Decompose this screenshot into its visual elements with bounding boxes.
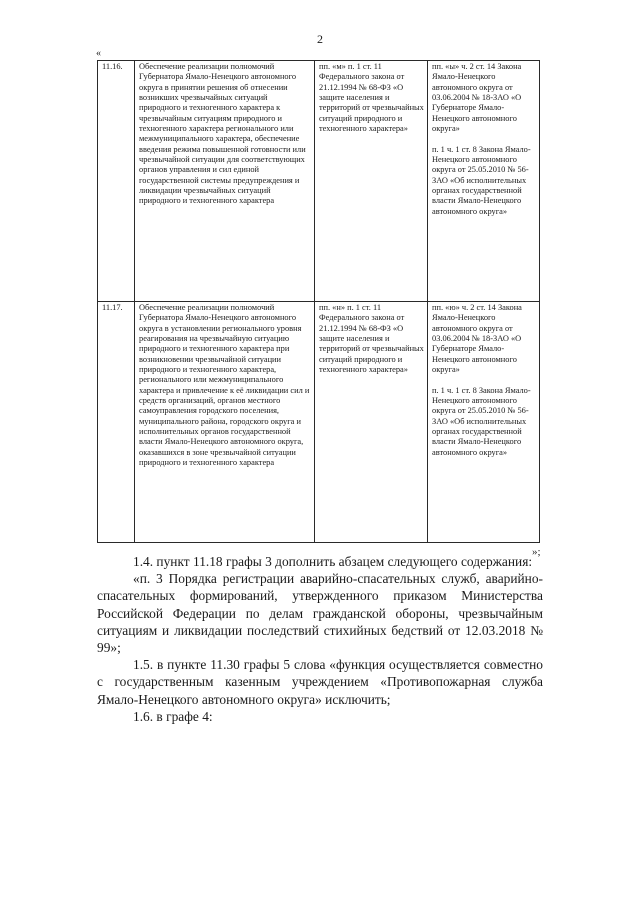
federal-basis-cell bbox=[315, 61, 428, 302]
table-row bbox=[98, 302, 540, 543]
closing-quote-mark: »; bbox=[532, 546, 541, 558]
paragraph-1-4: 1.4. пункт 11.18 графы 3 дополнить абзацем следующего содержания: bbox=[133, 554, 533, 569]
federal-basis-cell bbox=[315, 302, 428, 543]
row-number: 11.17. bbox=[102, 303, 123, 312]
paragraph-1-6: 1.6. в графе 4: bbox=[133, 708, 213, 724]
table-row bbox=[98, 61, 540, 302]
paragraph-1-4-quote: «п. 3 Порядка регистрации аварийно-спасательных служб, аварийно-спасательных формирований, утвержденного приказом Министерства Российской Федерации по делам гражданской обороны, чрезвычайным ситуациям и ликвидации последствий стихийных бедствий от 12.03.2018 № 99»; bbox=[97, 571, 543, 656]
description-cell bbox=[135, 61, 315, 302]
federal-basis-text: пп. «н» п. 1 ст. 11 Федерального закона от 21.12.1994 № 68-ФЗ «О защите населения и территорий от чрезвычайных ситуаций природного и техногенного характера» bbox=[319, 303, 426, 375]
regulation-table bbox=[97, 60, 540, 543]
opening-quote-mark: « bbox=[96, 48, 101, 59]
row-number: 11.16. bbox=[102, 62, 123, 71]
page-number: 2 bbox=[317, 32, 323, 46]
regional-basis-text: пп. «ю» ч. 2 ст. 14 Закона Ямало-Ненецкого автономного округа от 03.06.2004 № 18-ЗАО «О Губернаторе Ямало-Ненецкого автономного округа» п. 1 ч. 1 ст. 8 Закона Ямало-Ненецкого автономного округа от 25.05.2010 № 56-ЗАО «Об исполнительных органах государственной власти Ямало-Ненецкого автономного округа» bbox=[432, 303, 531, 457]
row-number-cell bbox=[98, 302, 135, 543]
description-text: Обеспечение реализации полномочий Губернатора Ямало-Ненецкого автономного округа в принятии решения об отнесении возникших чрезвычайных ситуаций природного и техногенного характера к чрезвычайным ситуациям природного и техногенного характера регионального или межмуниципального характера, обеспечение введения режима повышенной готовности или чрезвычайной ситуации для соответствующих органов управления и сил единой государственной системы предупреждения и ликвидации чрезвычайных ситуаций природного и техногенного характера bbox=[139, 62, 308, 206]
description-text: Обеспечение реализации полномочий Губернатора Ямало-Ненецкого автономного округа в установлении регионального уровня реагирования на чрезвычайную ситуацию природного и техногенного характера при возникновении чрезвычайной ситуации природного и техногенного характера, регионального или межмуниципального характера и привлечение к её ликвидации сил и средств организаций, органов местного самоуправления городского поселения, муниципального района, городского округа и исполнительных органов государственной власти Ямало-Ненецкого автономного округа, оказавшихся в зоне чрезвычайной ситуации природного и техногенного характера bbox=[139, 303, 312, 468]
row-number-cell bbox=[98, 61, 135, 302]
paragraph-1-5: 1.5. в пункте 11.30 графы 5 слова «функция осуществляется совместно с государственным казенным учреждением «Противопожарная служба Ямало-Ненецкого автономного округа» исключить; bbox=[97, 657, 543, 707]
regional-basis-cell bbox=[428, 61, 540, 302]
regional-basis-cell bbox=[428, 302, 540, 543]
amendment-text bbox=[97, 553, 543, 725]
description-cell bbox=[135, 302, 315, 543]
regional-basis-text: пп. «ы» ч. 2 ст. 14 Закона Ямало-Ненецкого автономного округа от 03.06.2004 № 18-ЗАО «О Губернаторе Ямало-Ненецкого автономного округа» п. 1 ч. 1 ст. 8 Закона Ямало-Ненецкого автономного округа от 25.05.2010 № 56-ЗАО «Об исполнительных органах государственной власти Ямало-Ненецкого автономного округа» bbox=[432, 62, 531, 216]
federal-basis-text: пп. «м» п. 1 ст. 11 Федерального закона от 21.12.1994 № 68-ФЗ «О защите населения и территорий от чрезвычайных ситуаций природного и техногенного характера» bbox=[319, 62, 426, 134]
